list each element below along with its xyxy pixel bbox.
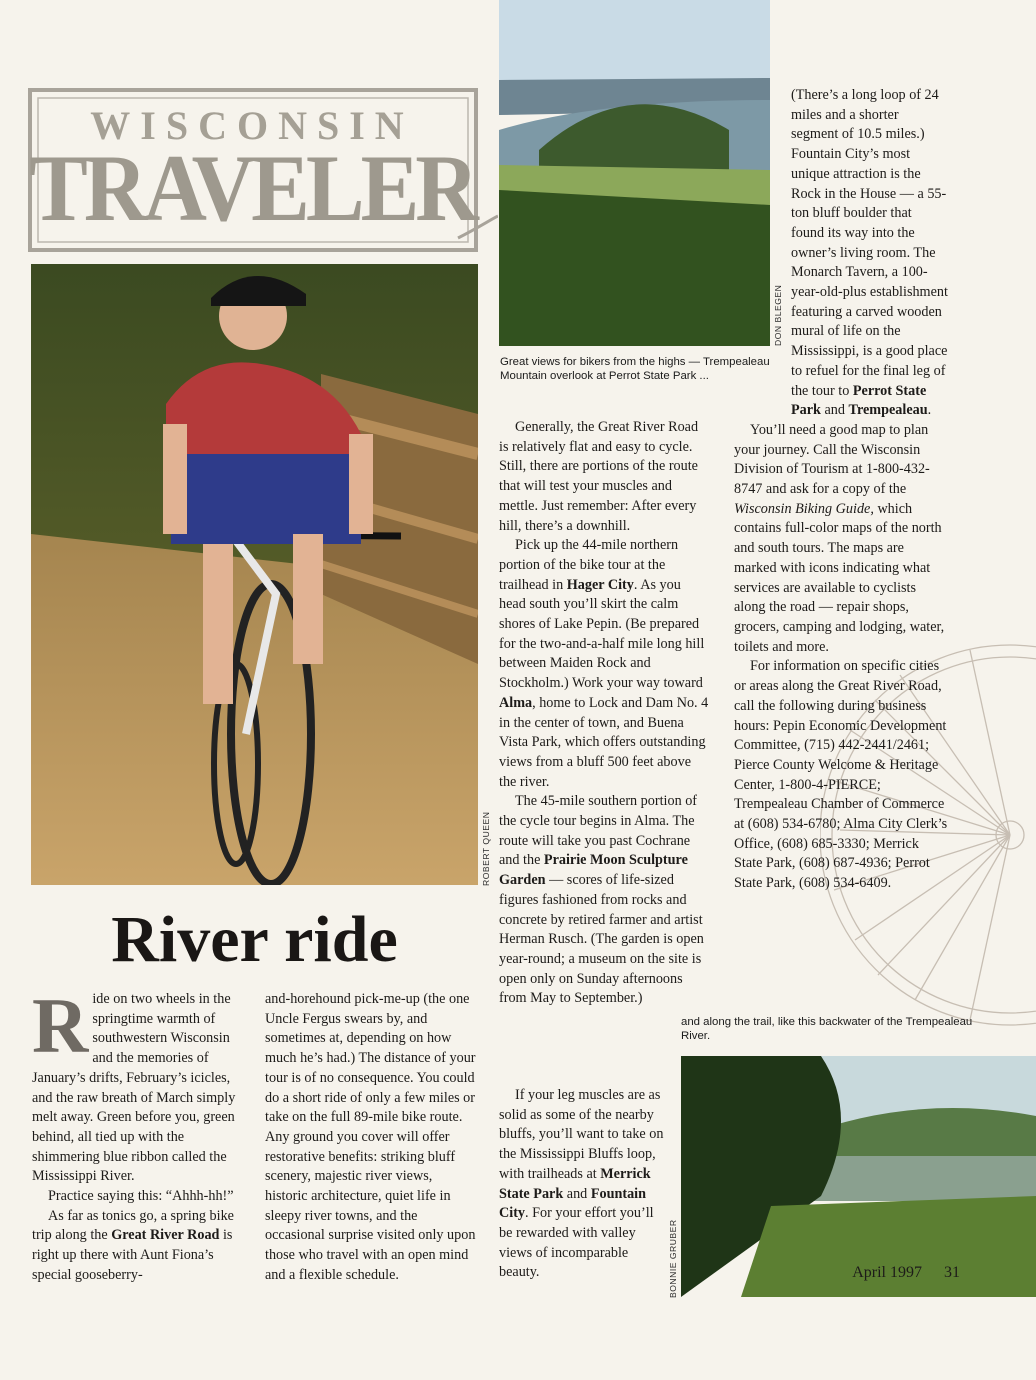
drop-cap: R [32, 982, 89, 1069]
body-column-2 [265, 990, 478, 1286]
body-column-3-lower [499, 1086, 664, 1283]
page-footer [800, 1264, 960, 1282]
cyclist-photo [31, 264, 478, 885]
col1-paragraph-3: As far as tonics go, a spring bike trip along the Great River Road is right up there with Aunt Fiona’s special gooseberry- [32, 1207, 234, 1283]
col2-paragraph-1: and-horehound pick-me-up (the one Uncle Fergus swears by, and sometimes at, depending on how much he’s had.) The distance of your tour is of no consequence. You could do a short ride of only a few miles or take on the full 89-mile bike route. Any ground you cover will offer restorative benefits: striking bluff scenery, majestic river views, historic architecture, quiet life in sleepy river towns, and the occasional surprise visited only upon those who travel with an open mind and a flexible schedule. [265, 991, 476, 1283]
col4-paragraph-2: You’ll need a good map to plan your journey. Call the Wisconsin Division of Tourism at 1-800-432-8747 and ask for a copy of the Wisconsin Biking Guide, which contains full-color maps of the north and south tours. The maps are marked with icons indicating what services are available to cyclists along the road — repair shops, grocers, camping and lodging, water, toilets and more. [734, 421, 945, 655]
masthead-traveler: TRAVELER [29, 137, 475, 242]
headline: River ride [111, 903, 398, 976]
col4-paragraph-1: (There’s a long loop of 24 miles and a shorter segment of 10.5 miles.) Fountain City’s most unique attraction is the Rock in the House — a 55-ton bluff boulder that found its way into the owner’s living room. The Monarch Tavern, a 100-year-old-plus establishment featuring a carved wooden mural of life on the Mississippi, is a good place to refuel for the final leg of the tour to Perrot State Park and Trempealeau. [791, 87, 948, 419]
col1-paragraph-2: Practice saying this: “Ahhh-hh!” [48, 1188, 234, 1205]
col4-paragraph-3: For information on specific cities or areas along the Great River Road, call the following during business hours: Pepin Economic Development Committee, (715) 442-2441/2461; Pierce County Welcome & Heritage Center, 1-800-4-PIERCE; Trempealeau Chamber of Commerce at (608) 534-6780; Alma City Clerk’s Office, (608) 685-3330; Merrick State Park, (608) 687-4936; Perrot State Park, (608) 534-6409. [734, 658, 948, 892]
body-column-4 [734, 86, 948, 894]
photo-credit-overlook: DON BLEGEN [773, 284, 783, 346]
col3-paragraph-1: Generally, the Great River Road is relatively flat and easy to cycle. Still, there are portions of the route that will test your muscles and mettle. Just remember: After every hill, there’s a downhill. [499, 419, 699, 534]
col3-paragraph-3: The 45-mile southern portion of the cycle tour begins in Alma. The route will take you past Cochrane and the Prairie Moon Sculpture Garden — scores of life-sized figures fashioned from rocks and concrete by retired farmer and artist Herman Rusch. (The garden is open year-round; a museum on the site is open only on Sunday afternoons from May to September.) [499, 793, 704, 1007]
body-column-3 [499, 418, 711, 1009]
caption-backwater: and along the trail, like this backwater of the Trempealeau River. [681, 1016, 973, 1042]
body-column-1 [32, 982, 242, 1286]
issue-date: April 1997 [852, 1264, 922, 1281]
masthead [28, 88, 476, 252]
col1-paragraph-1: ide on two wheels in the springtime warmth of southwestern Wisconsin and the memories of January’s drifts, February’s icicles, and the raw breath of March simply melt away. Green before you, green behind, all tied up with the shimmering blue ribbon called the Mississippi River. [32, 991, 236, 1185]
page-number: 31 [944, 1264, 960, 1281]
backwater-photo [681, 1056, 1036, 1297]
col3-paragraph-4: If your leg muscles are as solid as some of the nearby bluffs, you’ll want to take on the Mississippi Bluffs loop, with trailheads at Merrick State Park and Fountain City. For your effort you’ll be rewarded with valley views of incomparable beauty. [499, 1087, 664, 1281]
overlook-photo [499, 0, 770, 346]
masthead-wisconsin: WISCONSIN [90, 103, 414, 148]
photo-credit-backwater: BONNIE GRUBER [668, 1219, 678, 1298]
caption-overlook: Great views for bikers from the highs — Trempealeau Mountain overlook at Perrot State Park ... [500, 356, 770, 382]
col3-paragraph-2: Pick up the 44-mile northern portion of the bike tour at the trailhead in Hager City. As you head south you’ll skirt the calm shores of Lake Pepin. (Be prepared for the two-and-a-half mile long hill between Maiden Rock and Stockholm.) Work your way toward Alma, home to Lock and Dam No. 4 in the center of town, and Buena Vista Park, which offers outstanding views from a bluff 500 feet above the river. [499, 537, 709, 790]
photo-credit-cyclist: ROBERT QUEEN [481, 811, 491, 886]
